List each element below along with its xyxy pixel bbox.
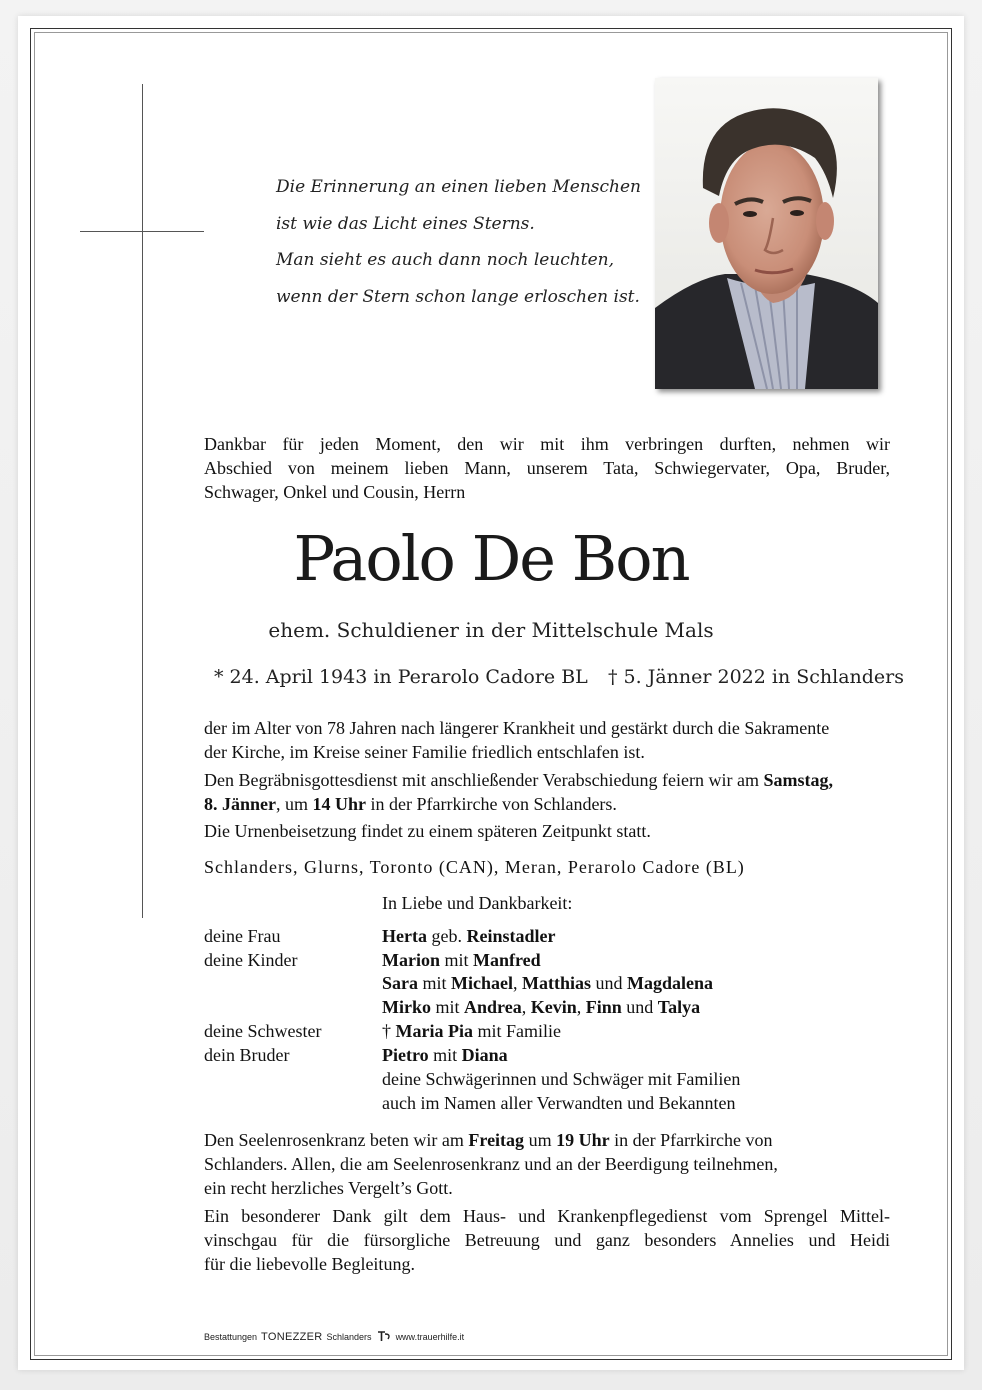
family-relatives: auch im Namen aller Verwandten und Bekannten (382, 1093, 736, 1113)
family-label-sister: deine Schwester (204, 1021, 322, 1041)
portrait-photo (655, 78, 878, 389)
rosary-info-cont: ein recht herzliches Vergelt’s Gott. (204, 1178, 453, 1198)
footer-town: Schlanders (326, 1332, 372, 1342)
footer-prefix: Bestattungen (204, 1332, 258, 1342)
poem-line: ist wie das Licht eines Sterns. (276, 213, 535, 234)
thanks-line: vinschgau für die fürsorgliche Betreuung und ganz besonders Annelies und Heidi (204, 1230, 890, 1250)
family-label-brother: dein Bruder (204, 1045, 290, 1065)
thanks-line: Ein besonderer Dank gilt dem Haus- und Krankenpflegedienst vom Sprengel Mittel- (204, 1206, 890, 1226)
footer-brand: TONEZZER (261, 1331, 323, 1343)
deceased-name: Paolo De Bon (293, 522, 689, 595)
birth-date: * 24. April 1943 in Perarolo Cadore BL (214, 666, 588, 688)
cross-horizontal-bar (80, 231, 204, 232)
funeral-info-cont: 8. Jänner, um 14 Uhr in der Pfarrkirche von Schlanders. (204, 794, 617, 814)
family-sister: † Maria Pia mit Familie (382, 1021, 561, 1041)
body-line: der im Alter von 78 Jahren nach längerer Krankheit und gestärkt durch die Sakramente (204, 718, 830, 738)
memorial-poem (276, 169, 641, 315)
funeral-info: Den Begräbnisgottesdienst mit anschließender Verabschiedung feiern wir am Samstag, (204, 770, 834, 790)
family-child: Sara mit Michael, Matthias und Magdalena (382, 973, 714, 993)
rosary-info: Den Seelenrosenkranz beten wir am Freitag um 19 Uhr in der Pfarrkirche von (204, 1130, 773, 1150)
death-date: † 5. Jänner 2022 in Schlanders (608, 666, 905, 688)
poem-line: wenn der Stern schon lange erloschen ist. (276, 286, 640, 307)
closing-phrase: In Liebe und Dankbarkeit: (382, 893, 573, 913)
poem-line: Man sieht es auch dann noch leuchten, (276, 250, 614, 270)
intro-line: Schwager, Onkel und Cousin, Herrn (204, 482, 466, 502)
intro-line: Dankbar für jeden Moment, den wir mit ihm verbringen durften, nehmen wir (204, 434, 890, 454)
footer-url[interactable]: www.trauerhilfe.it (395, 1332, 465, 1342)
family-inlaws: deine Schwägerinnen und Schwäger mit Familien (382, 1069, 741, 1089)
urn-info: Die Urnenbeisetzung findet zu einem späteren Zeitpunkt statt. (204, 821, 651, 841)
family-wife: Herta geb. Reinstadler (382, 926, 556, 946)
intro-line: Abschied von meinem lieben Mann, unserem Tata, Schwiegervater, Opa, Bruder, (204, 458, 890, 478)
family-label-children: deine Kinder (204, 950, 298, 970)
family-child: Marion mit Manfred (382, 950, 541, 970)
places-list: Schlanders, Glurns, Toronto (CAN), Meran, Perarolo Cadore (BL) (204, 857, 745, 877)
cross-vertical-bar (142, 84, 143, 918)
poem-line: Die Erinnerung an einen lieben Menschen (276, 177, 641, 197)
thanks-line: für die liebevolle Begleitung. (204, 1254, 415, 1274)
rosary-info-cont: Schlanders. Allen, die am Seelenrosenkranz und an der Beerdigung teilnehmen, (204, 1154, 778, 1174)
family-label-wife: deine Frau (204, 926, 281, 946)
family-child: Mirko mit Andrea, Kevin, Finn und Talya (382, 997, 701, 1017)
family-brother: Pietro mit Diana (382, 1045, 508, 1065)
trauerhilfe-logo-icon (376, 1330, 392, 1344)
deceased-role: ehem. Schuldiener in der Mittelschule Mals (268, 618, 714, 642)
funeral-home-footer (204, 1330, 464, 1344)
body-line: der Kirche, im Kreise seiner Familie friedlich entschlafen ist. (204, 742, 645, 762)
